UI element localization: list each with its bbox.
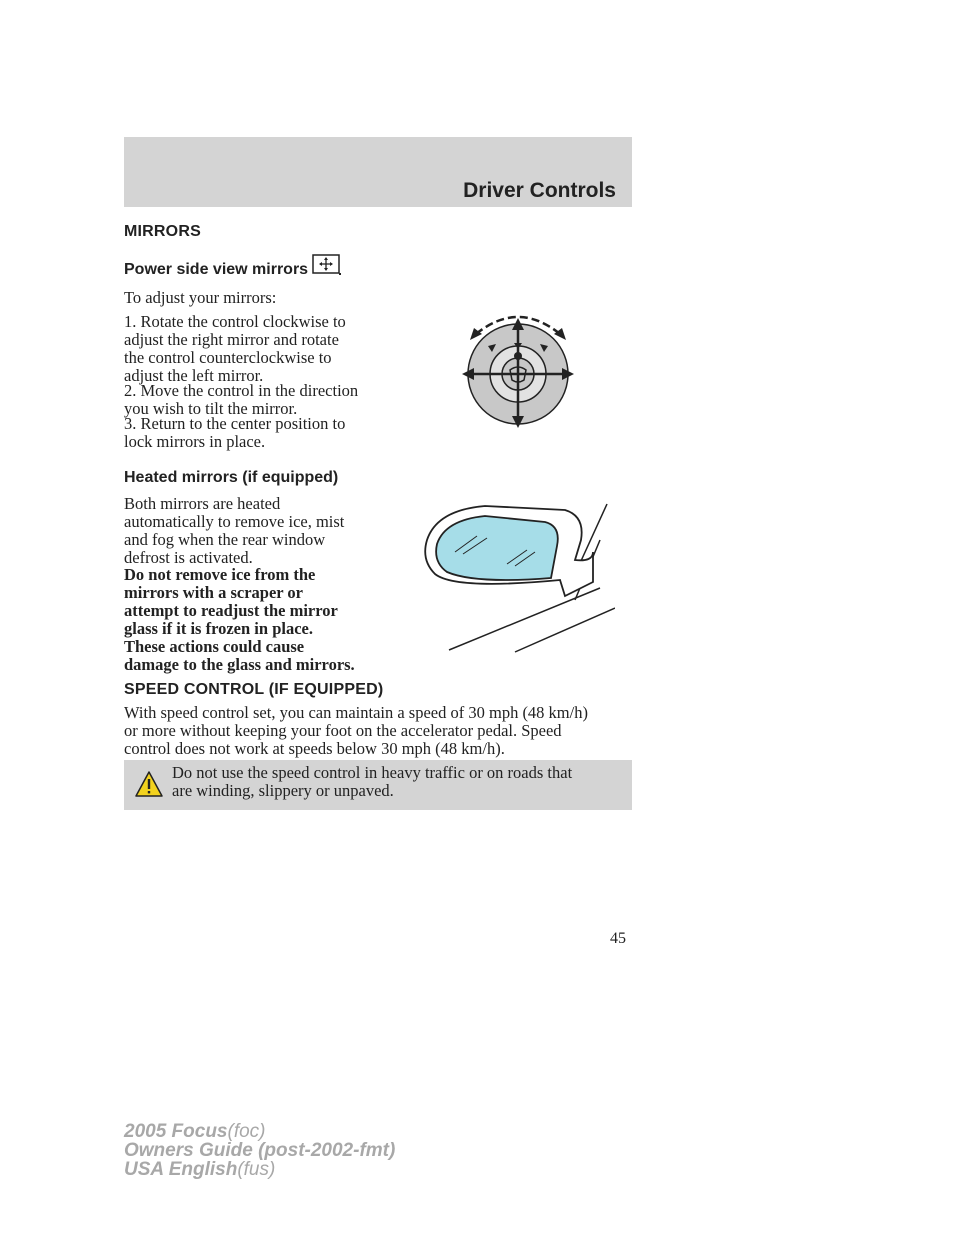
footer-doc-info: [124, 1122, 395, 1179]
speed-warning-box: [124, 760, 632, 810]
warning-triangle-icon: [134, 770, 164, 803]
footer-line-1: [124, 1122, 395, 1141]
step-1-line: adjust the left mirror.: [124, 366, 264, 385]
step-1-line: the control counterclockwise to: [124, 348, 332, 367]
speed-text-line: control does not work at speeds below 30 mph (48 km/h).: [124, 739, 505, 758]
step-1-line: 1. Rotate the control clockwise to: [124, 312, 346, 331]
mirrors-heading: MIRRORS: [124, 223, 201, 240]
caution-line: glass if it is frozen in place.: [124, 619, 313, 638]
caution-line: Do not remove ice from the: [124, 565, 316, 584]
speed-control-heading: SPEED CONTROL (IF EQUIPPED): [124, 681, 384, 698]
side-mirror-illustration: [415, 500, 615, 665]
speed-text-line: or more without keeping your foot on the accelerator pedal. Speed: [124, 721, 562, 740]
caution-line: attempt to readjust the mirror: [124, 601, 338, 620]
heated-text-line: defrost is activated.: [124, 548, 253, 567]
heated-mirrors-heading: Heated mirrors (if equipped): [124, 469, 339, 486]
step-1-line: adjust the right mirror and rotate: [124, 330, 339, 349]
header-band: [124, 137, 632, 207]
speed-text-line: With speed control set, you can maintain a speed of 30 mph (48 km/h): [124, 703, 588, 722]
footer-language-code: (fus): [237, 1159, 276, 1180]
step-2: [124, 382, 358, 418]
warning-line: Do not use the speed control in heavy traffic or on roads that: [172, 763, 573, 782]
step-2-line: you wish to tilt the mirror.: [124, 399, 298, 418]
speed-warning-text: [172, 764, 622, 800]
step-3-line: lock mirrors in place.: [124, 432, 266, 451]
heated-mirrors-text: [124, 495, 344, 567]
caution-line: damage to the glass and mirrors.: [124, 655, 355, 674]
page-number: 45: [610, 930, 626, 947]
caution-line: These actions could cause: [124, 637, 305, 656]
footer-model-code: (foc): [227, 1121, 266, 1142]
speed-control-text: [124, 704, 588, 758]
footer-line-2: Owners Guide (post-2002-fmt): [124, 1140, 396, 1161]
heated-text-line: automatically to remove ice, mist: [124, 512, 345, 531]
mirror-control-illustration: [448, 300, 588, 440]
footer-model: 2005 Focus: [124, 1121, 228, 1142]
mirror-symbol-icon: [312, 254, 342, 281]
mirrors-intro: To adjust your mirrors:: [124, 288, 277, 307]
power-mirrors-heading: Power side view mirrors: [124, 261, 309, 278]
step-3-line: 3. Return to the center position to: [124, 414, 346, 433]
step-3: [124, 415, 345, 451]
caution-line: mirrors with a scraper or: [124, 583, 304, 602]
warning-line: are winding, slippery or unpaved.: [172, 781, 394, 800]
step-2-line: 2. Move the control in the direction: [124, 381, 359, 400]
footer-line-3: [124, 1160, 395, 1179]
heated-text-line: and fog when the rear window: [124, 530, 326, 549]
heated-mirrors-caution: [124, 566, 355, 674]
heated-text-line: Both mirrors are heated: [124, 494, 281, 513]
step-1: [124, 313, 346, 385]
footer-language: USA English: [124, 1159, 238, 1180]
page-section-title: Driver Controls: [463, 179, 616, 202]
